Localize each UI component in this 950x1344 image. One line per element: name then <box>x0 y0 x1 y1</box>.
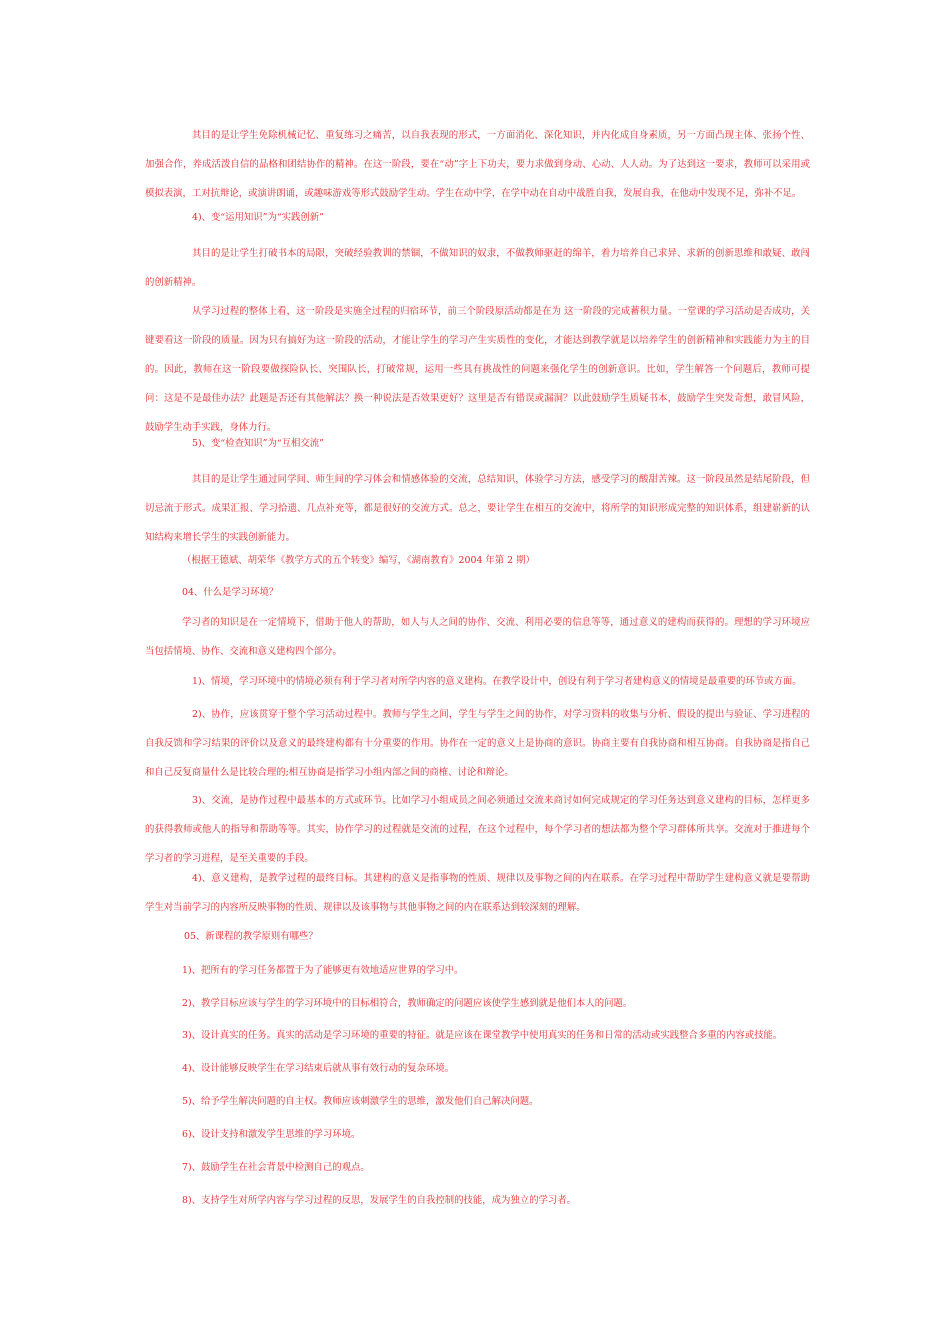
question-05-heading: 05、新课程的教学原则有哪些？ <box>184 931 318 942</box>
list-item: 8)、支持学生对所学内容与学习过程的反思，发展学生的自我控制的技能，成为独立的学习者。 <box>182 1195 577 1206</box>
element-collaboration: 2)、协作，应该贯穿于整个学习活动过程中。教师与学生之间，学生与学生之间的协作，对学习资料的收集与分析、假设的提出与验证、学习进程的自我反馈和学习结果的评价以及意义的最终建构都有十分重要的作用。协作在一定的意义上是协商的意识。协商主要有自我协商和相互协商。自我协商是指自己和自己反复商量什么是比较合理的;相互协商是指学习小组内部之间的商榷、讨论和辩论。 <box>145 709 810 778</box>
element-meaning-construction: 4)、意义建构，是教学过程的最终目标。其建构的意义是指事物的性质、规律以及事物之间的内在联系。在学习过程中帮助学生建构意义就是要帮助学生对当前学习的内容所反映事物的性质、规律以及该事物与其他事物之间的内在联系达到较深刻的理解。 <box>145 873 810 913</box>
element-communication: 3)、交流，是协作过程中最基本的方式或环节。比如学习小组成员之间必须通过交流来商讨如何完成规定的学习任务达到意义建构的目标，怎样更多的获得教师或他人的指导和帮助等等。其实，协作学习的过程就是交流的过程，在这个过程中，每个学习者的想法都为整个学习群体所共享。交流对于推进每个学习者的学习进程，是至关重要的手段。 <box>145 795 810 864</box>
paragraph-role-play: 其目的是让学生免除机械记忆、重复练习之痛苦，以自我表现的形式，一方面消化、深化知识，并内化成自身素质，另一方面凸现主体、张扬个性、加强合作，养成活泼自信的品格和团结协作的精神。在这一阶段，要在“动”字上下功夫，要力求做到身动、心动、人人动。为了达到这一要求，教师可以采用或模拟表演，工对抗辩论，或演讲朗诵，或趣味游戏等形式鼓励学生动。学生在动中学，在学中动在自动中战胜自我，发展自我，在他动中发现不足，弥补不足。 <box>145 130 810 199</box>
question-04-heading: 04、什么是学习环境？ <box>182 587 279 598</box>
heading-practice-innovation: 4)、变“运用知识”为“实践创新” <box>192 212 324 223</box>
list-item: 3)、设计真实的任务。真实的活动是学习环境的重要的特征。就是应该在课堂教学中使用真实的任务和日常的活动或实践整合多重的内容或技能。 <box>182 1030 783 1041</box>
list-item: 6)、设计支持和激发学生思维的学习环境。 <box>182 1129 361 1140</box>
source-citation: （根据王德斌、胡荣华《教学方式的五个转变》编写，《湖南教育》2004 年第 2 期） <box>182 555 535 566</box>
list-item: 1)、把所有的学习任务都置于为了能够更有效地适应世界的学习中。 <box>182 965 464 976</box>
list-item: 5)、给予学生解决问题的自主权。教师应该刺激学生的思维，激发他们自己解决问题。 <box>182 1096 539 1107</box>
paragraph-exchange-purpose: 其目的是让学生通过同学间、师生间的学习体会和情感体验的交流，总结知识，体验学习方法，感受学习的酸甜苦辣。这一阶段虽然是结尾阶段，但切忌流于形式。成果汇报、学习拾遗、几点补充等，都是很好的交流方式。总之，要让学生在相互的交流中，将所学的知识形成完整的知识体系，组建崭新的认知结构来增长学生的实践创新能力。 <box>145 474 810 543</box>
paragraph-whole-process: 从学习过程的整体上看，这一阶段是实施全过程的归宿环节，前三个阶段原活动都是在为 这一阶段的完成蓄积力量。一堂课的学习活动是否成功，关键要看这一阶段的质量。因为只有搞好为这一阶段的活动，才能让学生的学习产生实质性的变化，才能达到教学就是以培养学生的创新精神和实践能力为主的目的。因此，教师在这一阶段要做探险队长、突围队长，打破常规，运用一些具有挑战性的问题来强化学生的创新意识。比如，学生解答一个问题后，教师可提问：这是不是最佳办法？此题是否还有其他解法？换一种说法是否效果更好？这里是否有错误或漏洞？以此鼓励学生质疑书本，鼓励学生突发奇想，敢冒风险，鼓励学生动手实践，身体力行。 <box>145 306 810 433</box>
list-item: 7)、鼓励学生在社会背景中检测自己的观点。 <box>182 1162 370 1173</box>
list-item: 2)、教学目标应该与学生的学习环境中的目标相符合，教师确定的问题应该使学生感到就是他们本人的问题。 <box>182 998 633 1009</box>
paragraph-learning-environment: 学习者的知识是在一定情境下，借助于他人的帮助，如人与人之间的协作、交流、利用必要的信息等等，通过意义的建构而获得的。理想的学习环境应当包括情境、协作、交流和意义建构四个部分。 <box>145 617 810 657</box>
element-situation: 1)、情境，学习环境中的情境必须有利于学习者对所学内容的意义建构。在教学设计中，创设有利于学习者建构意义的情境是最重要的环节或方面。 <box>192 676 802 687</box>
heading-mutual-exchange: 5)、变“检查知识”为“互相交流” <box>192 438 324 449</box>
paragraph-break-limits: 其目的是让学生打破书本的局限，突破经验教训的禁锢，不做知识的奴隶，不做教师驱赶的绵羊，着力培养自己求异、求新的创新思维和敢疑、敢闯的创新精神。 <box>145 248 810 288</box>
list-item: 4)、设计能够反映学生在学习结束后就从事有效行动的复杂环境。 <box>182 1063 455 1074</box>
